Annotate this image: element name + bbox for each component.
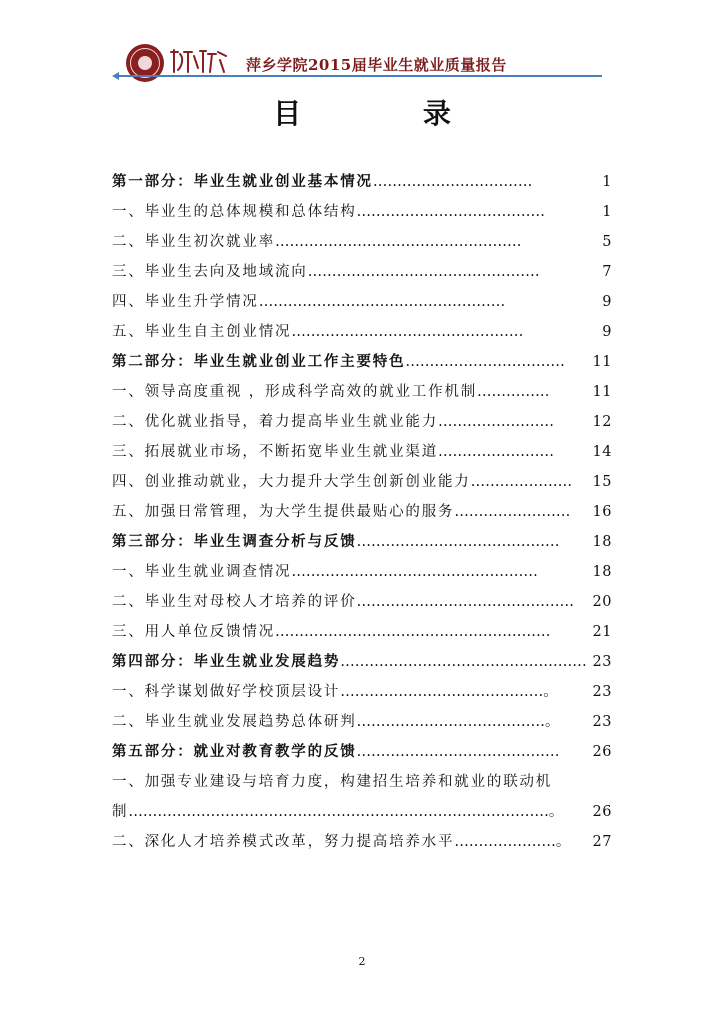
toc-section-entry[interactable] [112, 560, 612, 590]
toc-section-entry[interactable] [112, 440, 612, 470]
toc-entry-title: 三、用人单位反馈情况 [112, 624, 275, 640]
toc-entry-title: 一、科学谋划做好学校顶层设计 [112, 684, 341, 700]
toc-entry-leader: …………………… [454, 504, 571, 520]
toc-entry-title: 第三部分：毕业生调查分析与反馈 [112, 533, 357, 550]
toc-entry-title: 五、毕业生自主创业情况 [112, 324, 292, 340]
toc-section-entry[interactable] [112, 470, 612, 500]
toc-section-entry[interactable] [112, 380, 612, 410]
toc-entry-page: 14 [592, 444, 612, 460]
toc-entry-title: 第四部分：毕业生就业发展趋势 [112, 653, 341, 670]
university-calligraphy-logo [168, 46, 228, 76]
toc-entry-page: 1 [602, 204, 612, 220]
toc-entry-page: 15 [592, 474, 612, 490]
toc-part-entry[interactable] [112, 650, 612, 680]
toc-entry-page: 18 [592, 534, 612, 550]
toc-entry-title: 二、毕业生对母校人才培养的评价 [112, 594, 357, 610]
table-of-contents [112, 170, 612, 860]
toc-heading: 目 录 [273, 97, 507, 130]
toc-entry-title: 二、优化就业指导，着力提高毕业生就业能力 [112, 414, 438, 430]
header-divider-arrow [112, 72, 119, 80]
toc-entry-leader: ………………………………………… [291, 324, 524, 340]
toc-entry-page: 20 [592, 594, 612, 610]
toc-entry-page: 21 [592, 624, 612, 640]
toc-entry-leader: ………………………………… [356, 204, 545, 220]
toc-entry-title: 制 [112, 804, 129, 820]
toc-section-entry[interactable] [112, 500, 612, 530]
toc-entry-title: 一、毕业生就业调查情况 [112, 564, 292, 580]
toc-part-entry[interactable] [112, 740, 612, 770]
toc-entry-leader: …………………。 [454, 834, 571, 850]
toc-section-entry[interactable] [112, 320, 612, 350]
toc-entry-leader: …………… [477, 384, 550, 400]
toc-section-entry[interactable] [112, 800, 612, 830]
toc-entry-page: 26 [592, 804, 612, 820]
toc-part-entry[interactable] [112, 170, 612, 200]
toc-entry-page: 1 [602, 174, 612, 190]
toc-entry-page: 16 [592, 504, 612, 520]
toc-section-entry[interactable] [112, 410, 612, 440]
toc-section-entry[interactable] [112, 590, 612, 620]
toc-entry-title: 一、毕业生的总体规模和总体结构 [112, 204, 357, 220]
toc-entry-leader: …………………………… [372, 174, 533, 190]
toc-section-entry[interactable] [112, 620, 612, 650]
toc-entry-page: 18 [592, 564, 612, 580]
toc-entry-title: 四、毕业生升学情况 [112, 294, 259, 310]
toc-section-entry[interactable] [112, 680, 612, 710]
page-header [118, 40, 608, 80]
page-number: 2 [358, 955, 366, 968]
toc-entry-leader: …………………………………… [356, 744, 560, 760]
toc-entry-title: 一、领导高度重视 ，形成科学高效的就业工作机制 [112, 384, 478, 400]
toc-entry-leader: ………………………………………………… [275, 624, 551, 640]
toc-entry-page: 27 [592, 834, 612, 850]
toc-entry-title: 二、毕业生初次就业率 [112, 234, 275, 250]
toc-entry-leader: ……………………………………。 [340, 684, 558, 700]
toc-entry-page: 26 [592, 744, 612, 760]
toc-entry-leader: …………………………………………… [291, 564, 538, 580]
toc-entry-leader: …………………………………………… [340, 654, 587, 670]
toc-entry-page: 12 [592, 414, 612, 430]
toc-entry-page: 5 [602, 234, 612, 250]
toc-entry-page: 23 [592, 714, 612, 730]
toc-section-entry[interactable] [112, 770, 612, 800]
toc-entry-leader: …………………………………………… [258, 294, 506, 310]
toc-entry-leader: ………………… [470, 474, 573, 490]
toc-entry-leader: ……………………………………………………………………………。 [128, 804, 564, 820]
toc-part-entry[interactable] [112, 530, 612, 560]
header-divider [118, 75, 602, 77]
toc-entry-page: 23 [592, 654, 612, 670]
toc-entry-title: 第一部分：毕业生就业创业基本情况 [112, 173, 373, 190]
toc-entry-leader: …………………… [438, 444, 554, 460]
toc-section-entry[interactable] [112, 710, 612, 740]
toc-section-entry[interactable] [112, 830, 612, 860]
toc-entry-title: 四、创业推动就业，大力提升大学生创新创业能力 [112, 474, 471, 490]
toc-entry-page: 7 [602, 264, 612, 280]
toc-entry-page: 11 [592, 354, 612, 370]
toc-section-entry[interactable] [112, 260, 612, 290]
toc-entry-leader: ………………………………………… [307, 264, 540, 280]
toc-entry-title: 三、拓展就业市场，不断拓宽毕业生就业渠道 [112, 444, 438, 460]
toc-entry-leader: …………………………………。 [356, 714, 560, 730]
toc-entry-leader: …………………………………………… [275, 234, 522, 250]
toc-entry-leader: …………………………………… [356, 534, 560, 550]
toc-entry-leader: …………………… [438, 414, 554, 430]
toc-entry-leader: …………………………… [405, 354, 565, 370]
toc-entry-title: 第二部分：毕业生就业创业工作主要特色 [112, 353, 406, 370]
toc-entry-page: 9 [602, 324, 612, 340]
toc-entry-title: 三、毕业生去向及地域流向 [112, 264, 308, 280]
toc-entry-page: 23 [592, 684, 612, 700]
toc-entry-title: 一、加强专业建设与培育力度，构建招生培养和就业的联动机 [112, 774, 553, 790]
toc-part-entry[interactable] [112, 350, 612, 380]
toc-entry-leader: ……………………………………… [356, 594, 574, 610]
toc-entry-title: 第五部分：就业对教育教学的反馈 [112, 743, 357, 760]
toc-entry-page: 11 [592, 384, 612, 400]
toc-section-entry[interactable] [112, 230, 612, 260]
report-header-title: 萍乡学院2015届毕业生就业质量报告 [246, 56, 507, 74]
toc-entry-title: 二、毕业生就业发展趋势总体研判 [112, 714, 357, 730]
toc-entry-title: 五、加强日常管理，为大学生提供最贴心的服务 [112, 504, 455, 520]
toc-section-entry[interactable] [112, 200, 612, 230]
toc-section-entry[interactable] [112, 290, 612, 320]
toc-entry-page: 9 [602, 294, 612, 310]
toc-entry-title: 二、深化人才培养模式改革，努力提高培养水平 [112, 834, 455, 850]
